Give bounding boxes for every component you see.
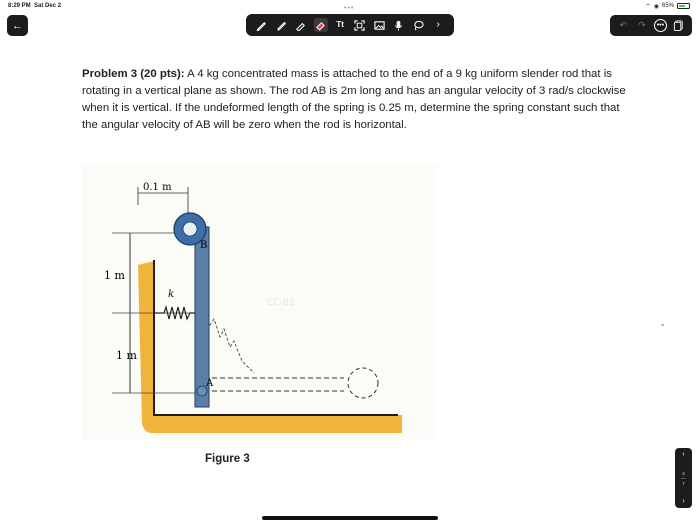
home-indicator[interactable] (262, 516, 438, 520)
back-button[interactable] (7, 15, 28, 36)
chevron-up-icon[interactable]: ‹ (682, 451, 685, 458)
pen-icon[interactable] (255, 18, 269, 32)
mass-B-hub (183, 222, 197, 236)
pages-icon[interactable] (672, 19, 686, 33)
page-navigator[interactable] (675, 448, 692, 508)
battery-percent: 65% (661, 3, 674, 9)
more-icon[interactable]: ••• (654, 19, 667, 32)
chevron-down-icon[interactable]: › (682, 498, 685, 505)
status-time: 8:29 PM Sat Dec 2 (8, 3, 62, 9)
status-indicators (645, 2, 690, 10)
label-A: A (206, 378, 214, 389)
document-controls (610, 15, 692, 36)
figure-watermark: CC-B2 (267, 298, 295, 308)
eraser-icon[interactable] (314, 18, 328, 32)
location-icon: ◉ (653, 3, 659, 10)
redo-icon[interactable]: ↷ (638, 20, 646, 30)
marker-icon[interactable] (294, 18, 308, 32)
dim-label-top: 0.1 m (143, 182, 172, 193)
figure-caption: Figure 3 (205, 453, 250, 465)
spring-label: k (168, 289, 175, 300)
mic-icon[interactable] (392, 18, 406, 32)
dim-label-upper: 1 m (104, 269, 125, 282)
battery-icon (677, 3, 690, 9)
page-indicator: 4 — 7 (681, 470, 686, 486)
scan-icon[interactable] (353, 18, 367, 32)
text-tool-icon[interactable]: Tt (336, 20, 344, 29)
label-B: B (200, 240, 208, 251)
multitasking-dots-icon[interactable]: ••• (344, 5, 355, 12)
annotation-toolbar (246, 14, 454, 36)
wifi-icon: ⌔ (645, 4, 651, 10)
chevron-right-icon[interactable]: › (436, 19, 440, 30)
problem-text: A 4 kg concentrated mass is attached to the end of a 9 kg uniform slender rod that is rotating in a vertical plane as shown. The rod AB is 2m long and has an angular velocity of 3 rad/s clockwise when it is vertical. If the undeformed length of the spring is 0.25 m, determine the spring constant such that the angular velocity of AB will be zero when the rod is horizontal. (82, 68, 626, 131)
undo-icon[interactable]: ↶ (619, 20, 628, 30)
image-icon[interactable] (372, 18, 386, 32)
scroll-marker (661, 324, 664, 326)
figure-background (82, 165, 437, 440)
arrow-left-icon: ← (12, 19, 23, 32)
dim-label-lower: 1 m (116, 349, 137, 362)
problem-figure (82, 165, 437, 440)
problem-statement (82, 66, 627, 134)
pencil-icon[interactable] (274, 18, 288, 32)
lasso-icon[interactable] (412, 18, 426, 32)
problem-label: Problem 3 (20 pts): (82, 68, 185, 80)
